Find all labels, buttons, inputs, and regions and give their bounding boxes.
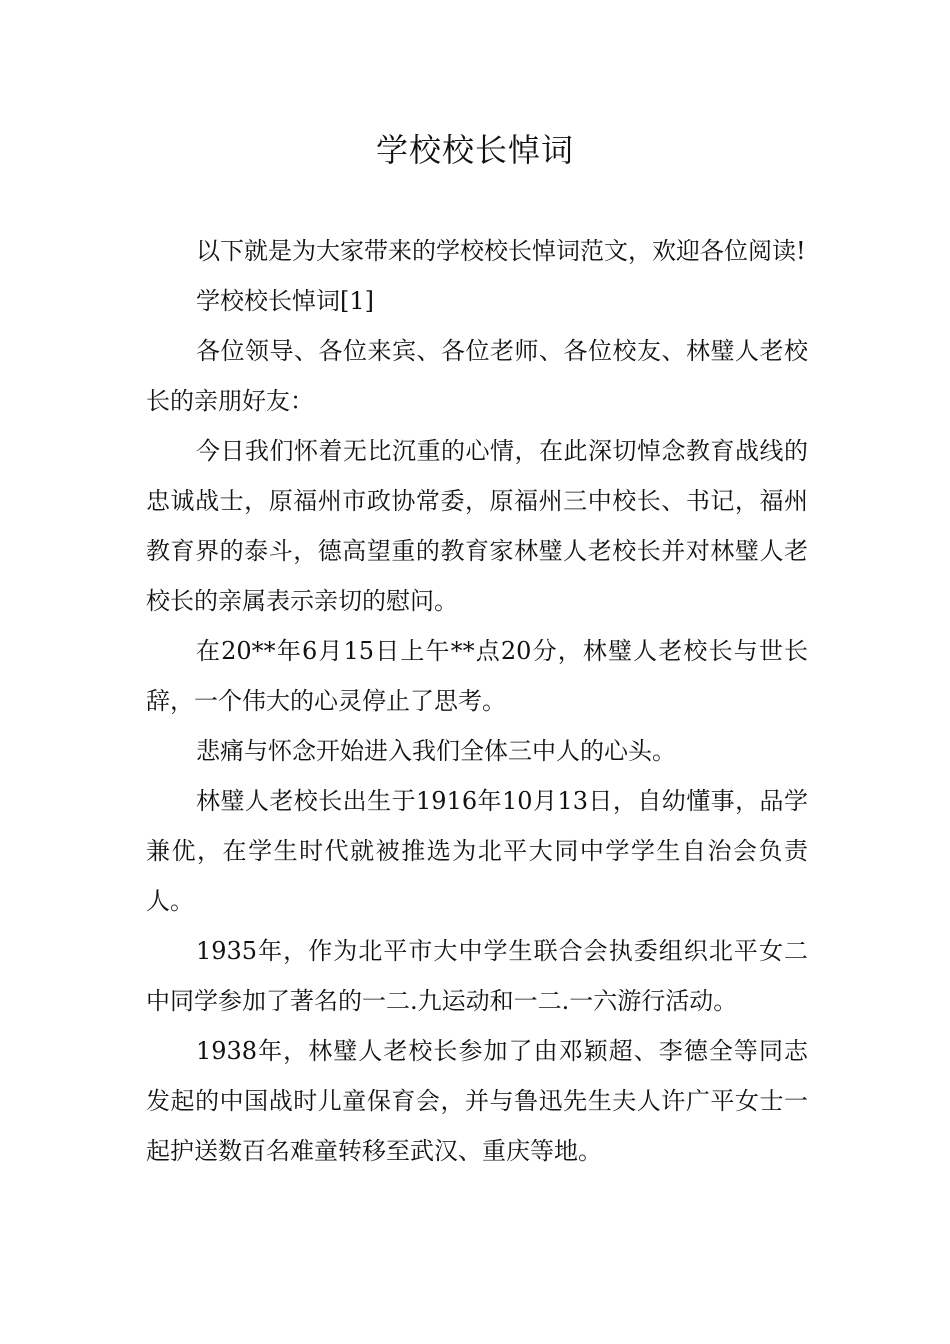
paragraph-heading: 学校校长悼词[1] xyxy=(196,287,374,315)
paragraph-passing: 在20**年6月15日上午**点20分，林璧人老校长与世长辞，一个伟大的心灵停止了思考。 xyxy=(146,637,808,715)
paragraph-biography-birth: 林璧人老校长出生于1916年10月13日，自幼懂事，品学兼优，在学生时代就被推选为北平大同中学学生自治会负责人。 xyxy=(146,787,808,915)
paragraph-mourning: 今日我们怀着无比沉重的心情，在此深切悼念教育战线的忠诚战士，原福州市政协常委，原福州三中校长、书记，福州教育界的泰斗，德高望重的教育家林璧人老校长并对林璧人老校长的亲属表示亲切的慰问。 xyxy=(146,437,808,615)
paragraph-salutation: 各位领导、各位来宾、各位老师、各位校友、林璧人老校长的亲朋好友： xyxy=(146,337,808,415)
paragraph-grief: 悲痛与怀念开始进入我们全体三中人的心头。 xyxy=(196,737,676,765)
document-body xyxy=(146,226,808,1176)
paragraph-intro: 以下就是为大家带来的学校校长悼词范文，欢迎各位阅读! xyxy=(196,237,806,265)
paragraph-biography-1935: 1935年，作为北平市大中学生联合会执委组织北平女二中同学参加了著名的一二.九运动和一二.一六游行活动。 xyxy=(146,937,808,1015)
document-title: 学校校长悼词 xyxy=(375,131,574,169)
paragraph-biography-1938: 1938年，林璧人老校长参加了由邓颖超、李德全等同志发起的中国战时儿童保育会，并与鲁迅先生夫人许广平女士一起护送数百名难童转移至武汉、重庆等地。 xyxy=(146,1037,808,1165)
